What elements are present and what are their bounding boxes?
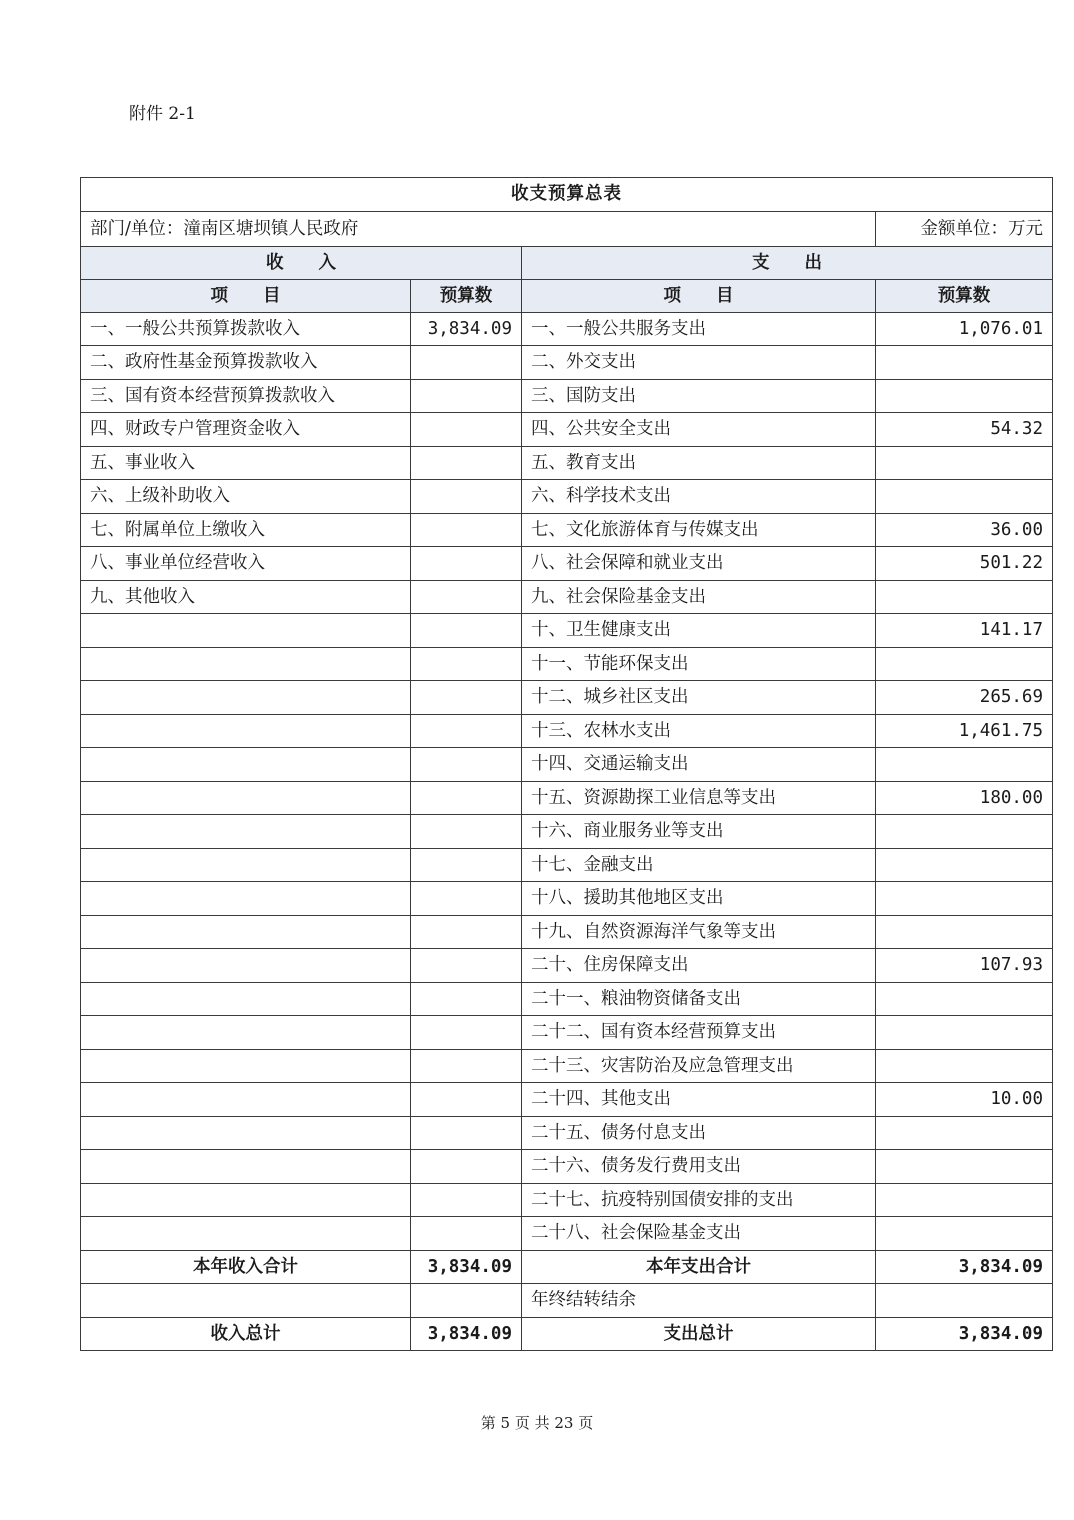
grand-expense-total-amount: 3,834.09 bbox=[876, 1317, 1053, 1351]
page-footer: 第 5 页 共 23 页 bbox=[480, 1414, 594, 1432]
expense-amount: 36.00 bbox=[876, 513, 1053, 547]
income-amount bbox=[411, 714, 522, 748]
expense-item: 八、社会保障和就业支出 bbox=[522, 547, 876, 581]
expense-item: 二、外交支出 bbox=[522, 346, 876, 380]
expense-item: 十一、节能环保支出 bbox=[522, 647, 876, 681]
income-amount bbox=[411, 1083, 522, 1117]
table-row bbox=[81, 882, 1053, 916]
income-amount bbox=[411, 513, 522, 547]
expense-item: 十三、农林水支出 bbox=[522, 714, 876, 748]
attachment-label: 附件 2-1 bbox=[129, 104, 196, 124]
expense-amount bbox=[876, 1150, 1053, 1184]
table-row bbox=[81, 1116, 1053, 1150]
table-row bbox=[81, 614, 1053, 648]
table-row bbox=[81, 848, 1053, 882]
expense-item: 十、卫生健康支出 bbox=[522, 614, 876, 648]
table-row bbox=[81, 714, 1053, 748]
expense-amount bbox=[876, 446, 1053, 480]
table-row bbox=[81, 312, 1053, 346]
expense-item: 十七、金融支出 bbox=[522, 848, 876, 882]
column-header-row bbox=[81, 279, 1053, 312]
income-item bbox=[81, 714, 411, 748]
income-item: 二、政府性基金预算拨款收入 bbox=[81, 346, 411, 380]
table-row bbox=[81, 681, 1053, 715]
expense-item: 十九、自然资源海洋气象等支出 bbox=[522, 915, 876, 949]
expense-item: 七、文化旅游体育与传媒支出 bbox=[522, 513, 876, 547]
expense-item: 十二、城乡社区支出 bbox=[522, 681, 876, 715]
expense-item: 十五、资源勘探工业信息等支出 bbox=[522, 781, 876, 815]
expense-amount: 180.00 bbox=[876, 781, 1053, 815]
expense-item: 二十七、抗疫特别国债安排的支出 bbox=[522, 1183, 876, 1217]
expense-item: 三、国防支出 bbox=[522, 379, 876, 413]
year-expense-total-label: 本年支出合计 bbox=[522, 1250, 876, 1284]
income-item bbox=[81, 848, 411, 882]
income-amount bbox=[411, 580, 522, 614]
expense-amount: 1,461.75 bbox=[876, 714, 1053, 748]
group-header-row bbox=[81, 246, 1053, 279]
table-row bbox=[81, 446, 1053, 480]
income-amount bbox=[411, 480, 522, 514]
table-row bbox=[81, 949, 1053, 983]
income-item bbox=[81, 982, 411, 1016]
expense-item: 十八、援助其他地区支出 bbox=[522, 882, 876, 916]
table-row bbox=[81, 413, 1053, 447]
income-amount bbox=[411, 882, 522, 916]
table-row bbox=[81, 480, 1053, 514]
expense-amount bbox=[876, 1183, 1053, 1217]
expense-amount: 141.17 bbox=[876, 614, 1053, 648]
expense-amount bbox=[876, 915, 1053, 949]
grand-income-total-amount: 3,834.09 bbox=[411, 1317, 522, 1351]
income-group-header: 收 入 bbox=[81, 246, 522, 279]
income-amount-header: 预算数 bbox=[411, 279, 522, 312]
expense-amount: 10.00 bbox=[876, 1083, 1053, 1117]
expense-item: 四、公共安全支出 bbox=[522, 413, 876, 447]
expense-amount bbox=[876, 580, 1053, 614]
table-row bbox=[81, 346, 1053, 380]
income-amount bbox=[411, 815, 522, 849]
income-amount bbox=[411, 1217, 522, 1251]
table-row bbox=[81, 748, 1053, 782]
income-amount bbox=[411, 949, 522, 983]
expense-item: 五、教育支出 bbox=[522, 446, 876, 480]
income-amount bbox=[411, 681, 522, 715]
income-item bbox=[81, 614, 411, 648]
income-item bbox=[81, 915, 411, 949]
table-row bbox=[81, 547, 1053, 581]
income-amount bbox=[411, 413, 522, 447]
income-item bbox=[81, 1049, 411, 1083]
expense-amount bbox=[876, 1016, 1053, 1050]
expense-item: 二十三、灾害防治及应急管理支出 bbox=[522, 1049, 876, 1083]
grand-income-total-label: 收入总计 bbox=[81, 1317, 411, 1351]
income-amount bbox=[411, 446, 522, 480]
expense-amount: 265.69 bbox=[876, 681, 1053, 715]
income-item-header: 项 目 bbox=[81, 279, 411, 312]
expense-amount bbox=[876, 480, 1053, 514]
grand-total-row bbox=[81, 1317, 1053, 1351]
expense-amount bbox=[876, 1217, 1053, 1251]
income-item bbox=[81, 882, 411, 916]
expense-item: 二十一、粮油物资储备支出 bbox=[522, 982, 876, 1016]
table-row bbox=[81, 982, 1053, 1016]
unit-label: 金额单位：万元 bbox=[876, 211, 1053, 246]
expense-amount bbox=[876, 346, 1053, 380]
table-row bbox=[81, 1183, 1053, 1217]
expense-amount bbox=[876, 882, 1053, 916]
income-item bbox=[81, 1116, 411, 1150]
income-amount bbox=[411, 1183, 522, 1217]
income-amount bbox=[411, 647, 522, 681]
income-amount bbox=[411, 379, 522, 413]
table-row bbox=[81, 815, 1053, 849]
income-amount bbox=[411, 1150, 522, 1184]
expense-amount: 54.32 bbox=[876, 413, 1053, 447]
expense-amount-header: 预算数 bbox=[876, 279, 1053, 312]
income-item: 七、附属单位上缴收入 bbox=[81, 513, 411, 547]
income-amount bbox=[411, 547, 522, 581]
expense-item: 十六、商业服务业等支出 bbox=[522, 815, 876, 849]
expense-amount bbox=[876, 647, 1053, 681]
income-item bbox=[81, 949, 411, 983]
expense-item: 二十四、其他支出 bbox=[522, 1083, 876, 1117]
table-row bbox=[81, 379, 1053, 413]
department-label: 部门/单位：潼南区塘坝镇人民政府 bbox=[81, 211, 876, 246]
expense-item: 六、科学技术支出 bbox=[522, 480, 876, 514]
budget-summary-table bbox=[80, 177, 1053, 1351]
income-amount: 3,834.09 bbox=[411, 312, 522, 346]
year-total-row bbox=[81, 1250, 1053, 1284]
carryover-expense-item: 年终结转结余 bbox=[522, 1284, 876, 1318]
expense-item: 二十、住房保障支出 bbox=[522, 949, 876, 983]
expense-item: 一、一般公共服务支出 bbox=[522, 312, 876, 346]
expense-amount bbox=[876, 848, 1053, 882]
income-item bbox=[81, 748, 411, 782]
expense-amount bbox=[876, 1116, 1053, 1150]
table-row bbox=[81, 915, 1053, 949]
grand-expense-total-label: 支出总计 bbox=[522, 1317, 876, 1351]
expense-amount bbox=[876, 379, 1053, 413]
income-amount bbox=[411, 1016, 522, 1050]
income-amount bbox=[411, 1116, 522, 1150]
table-row bbox=[81, 1049, 1053, 1083]
income-item: 五、事业收入 bbox=[81, 446, 411, 480]
carryover-expense-amount bbox=[876, 1284, 1053, 1318]
carryover-income-item bbox=[81, 1284, 411, 1318]
income-item bbox=[81, 815, 411, 849]
expense-item: 二十二、国有资本经营预算支出 bbox=[522, 1016, 876, 1050]
expense-amount: 107.93 bbox=[876, 949, 1053, 983]
table-row bbox=[81, 1016, 1053, 1050]
income-item bbox=[81, 1183, 411, 1217]
income-amount bbox=[411, 1049, 522, 1083]
income-item: 四、财政专户管理资金收入 bbox=[81, 413, 411, 447]
year-income-total-amount: 3,834.09 bbox=[411, 1250, 522, 1284]
income-item: 九、其他收入 bbox=[81, 580, 411, 614]
table-title: 收支预算总表 bbox=[81, 178, 1053, 212]
income-item: 六、上级补助收入 bbox=[81, 480, 411, 514]
expense-group-header: 支 出 bbox=[522, 246, 1053, 279]
carryover-income-amount bbox=[411, 1284, 522, 1318]
year-income-total-label: 本年收入合计 bbox=[81, 1250, 411, 1284]
income-amount bbox=[411, 781, 522, 815]
expense-amount: 1,076.01 bbox=[876, 312, 1053, 346]
table-row bbox=[81, 781, 1053, 815]
expense-amount bbox=[876, 815, 1053, 849]
income-item: 一、一般公共预算拨款收入 bbox=[81, 312, 411, 346]
income-amount bbox=[411, 614, 522, 648]
expense-amount bbox=[876, 982, 1053, 1016]
table-row bbox=[81, 647, 1053, 681]
income-item bbox=[81, 781, 411, 815]
income-amount bbox=[411, 848, 522, 882]
table-row bbox=[81, 513, 1053, 547]
income-amount bbox=[411, 346, 522, 380]
income-item: 三、国有资本经营预算拨款收入 bbox=[81, 379, 411, 413]
expense-item: 二十五、债务付息支出 bbox=[522, 1116, 876, 1150]
table-row bbox=[81, 580, 1053, 614]
income-amount bbox=[411, 915, 522, 949]
expense-item: 十四、交通运输支出 bbox=[522, 748, 876, 782]
income-item bbox=[81, 1016, 411, 1050]
income-amount bbox=[411, 982, 522, 1016]
expense-item: 二十六、债务发行费用支出 bbox=[522, 1150, 876, 1184]
income-amount bbox=[411, 748, 522, 782]
carryover-row bbox=[81, 1284, 1053, 1318]
income-item bbox=[81, 1217, 411, 1251]
expense-amount: 501.22 bbox=[876, 547, 1053, 581]
expense-item-header: 项 目 bbox=[522, 279, 876, 312]
expense-item: 二十八、社会保险基金支出 bbox=[522, 1217, 876, 1251]
expense-amount bbox=[876, 748, 1053, 782]
income-item bbox=[81, 1150, 411, 1184]
expense-amount bbox=[876, 1049, 1053, 1083]
table-row bbox=[81, 1083, 1053, 1117]
year-expense-total-amount: 3,834.09 bbox=[876, 1250, 1053, 1284]
expense-item: 九、社会保险基金支出 bbox=[522, 580, 876, 614]
meta-row bbox=[81, 211, 1053, 246]
table-row bbox=[81, 1217, 1053, 1251]
income-item bbox=[81, 647, 411, 681]
title-row bbox=[81, 178, 1053, 212]
income-item bbox=[81, 1083, 411, 1117]
table-row bbox=[81, 1150, 1053, 1184]
income-item bbox=[81, 681, 411, 715]
income-item: 八、事业单位经营收入 bbox=[81, 547, 411, 581]
